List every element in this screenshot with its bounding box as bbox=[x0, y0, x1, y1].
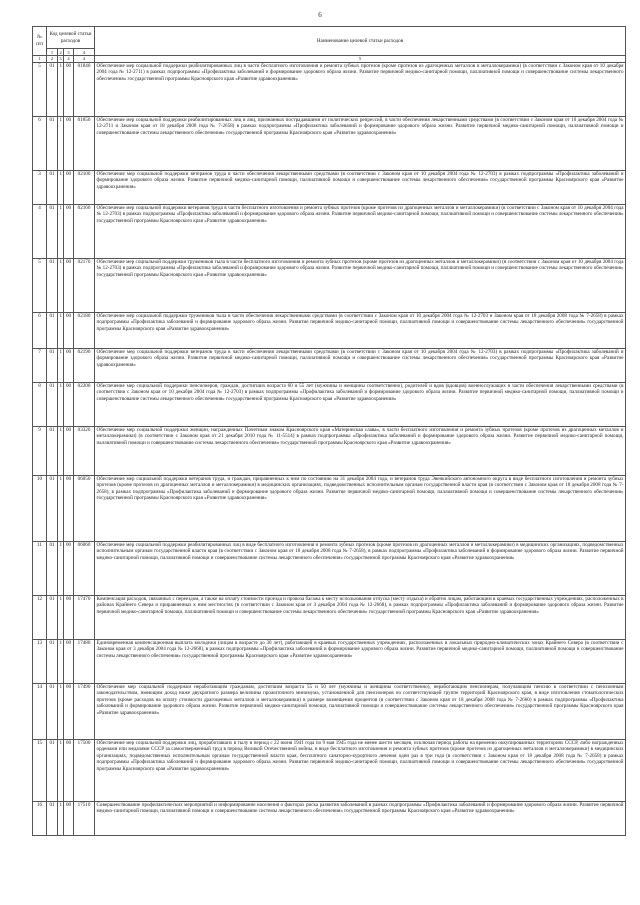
article-name: Обеспечение мер социальной поддержки тружеников тыла в части бесплатного изготовления и ремонта зубных протезов (кроме протезов из драгоценных металлов и металлокерамики) (в соответствии с Законом края от 10 декабря 2004 года № 12-2703) в рамках подпрограммы «Профилактика заболеваний и формирование здорового образа жизни. Развитие первичной медико-санитарной помощи, паллиативной помощи и совершенствование системы лекарственного обеспечения» государственной программы Красноярского края «Развитие здравоохранения» bbox=[95, 258, 626, 312]
code-program: 01 bbox=[47, 426, 58, 475]
code-direction: 00 bbox=[64, 62, 74, 116]
row-number: 14 bbox=[33, 683, 47, 739]
row-number: 9 bbox=[33, 426, 47, 475]
code-article: 03320 bbox=[74, 426, 95, 475]
code-program: 01 bbox=[47, 801, 58, 835]
row-number: 16 bbox=[33, 801, 47, 835]
code-subprogram: 1 bbox=[58, 426, 64, 475]
code-article: 02190 bbox=[74, 348, 95, 382]
code-program: 01 bbox=[47, 170, 58, 204]
row-number: 12 bbox=[33, 595, 47, 639]
code-subprogram: 1 bbox=[58, 258, 64, 312]
colnum-2: 2 bbox=[47, 56, 58, 63]
article-name: Совершенствование профилактических мероприятий и информирование населения о факторах риска развития заболеваний в рамках подпрограммы «Профилактика заболеваний и формирование здорового образа жизни. Развитие первичной медико-санитарной помощи, паллиативной помощи и совершенствование системы лекарственного обеспечения» государственной программы Красноярского края «Развитие здравоохранения» bbox=[95, 801, 626, 835]
code-direction: 00 bbox=[64, 683, 74, 739]
row-number: 15 bbox=[33, 739, 47, 801]
budget-classification-table bbox=[32, 26, 626, 836]
table-row bbox=[33, 204, 626, 258]
article-name: Обеспечение мер социальной поддержки реабилитированных лиц в части бесплатного изготовления и ремонта зубных протезов (кроме протезов из драгоценных металлов и металлокерамики) (в соответствии с Законом края от 10 декабря 2004 года № 12-2711) в рамках подпрограммы «Профилактика заболеваний и формирование здорового образа жизни. Развитие первичной медико-санитарной помощи, паллиативной помощи и совершенствование системы лекарственного обеспечения» государственной программы Красноярского края «Развитие здравоохранения» bbox=[95, 62, 626, 116]
code-direction: 00 bbox=[64, 739, 74, 801]
code-subprogram: 1 bbox=[58, 170, 64, 204]
row-number: 4 bbox=[33, 204, 47, 258]
table-row bbox=[33, 382, 626, 426]
code-program: 01 bbox=[47, 683, 58, 739]
code-article: 02170 bbox=[74, 258, 95, 312]
row-number: 7 bbox=[33, 348, 47, 382]
code-subprogram: 1 bbox=[58, 639, 64, 683]
article-name: Обеспечение мер социальной поддержки лиц, проработавших в тылу в период с 22 июня 1941 года по 9 мая 1945 года не менее шести месяцев, исключая период работы на временно оккупированных территориях СССР, либо награжденных орденами или медалями СССР за самоотверженный труд в период Великой Отечественной войны, в виде бесплатного изготовления и ремонта зубных протезов (кроме протезов из драгоценных металлов и металлокерамики) в медицинских организациях, подведомственных исполнительным органам государственной власти края, бесплатного санаторно-курортного лечения один раз в три года (в соответствии с Законом края от 18 декабря 2008 года № 7-2658) в рамках подпрограммы «Профилактика заболеваний и формирование здорового образа жизни. Развитие первичной медико-санитарной помощи, паллиативной помощи и совершенствование системы лекарственного обеспечения» государственной программы Красноярского края «Развитие здравоохранения» bbox=[95, 739, 626, 801]
code-subprogram: 1 bbox=[58, 382, 64, 426]
article-name: Обеспечение мер социальной поддержки ветеранов труда в части обеспечения лекарственными средствами (в соответствии с Законом края от 10 декабря 2004 года № 12-2703) в рамках подпрограммы «Профилактика заболеваний и формирование здорового образа жизни. Развитие первичной медико-санитарной помощи, паллиативной помощи и совершенствование системы лекарственного обеспечения» государственной программы Красноярского края «Развитие здравоохранения» bbox=[95, 170, 626, 204]
code-subprogram: 1 bbox=[58, 116, 64, 170]
code-direction: 00 bbox=[64, 258, 74, 312]
row-number: 3 bbox=[33, 170, 47, 204]
page-number: 6 bbox=[318, 11, 322, 19]
article-name: Обеспечение мер социальной поддержки женщин, награжденных Почетным знаком Красноярского края «Материнская слава», в части бесплатного изготовления и ремонта зубных протезов (кроме протезов из драгоценных металлов и металлокерамики) (в соответствии с Законом края от 21 декабря 2010 года № 11-5514) в рамках подпрограммы «Профилактика заболеваний и формирование здорового образа жизни. Развитие первичной медико-санитарной помощи, паллиативной помощи и совершенствование системы лекарственного обеспечения» государственной программы Красноярского края «Развитие здравоохранения» bbox=[95, 426, 626, 475]
code-subprogram: 1 bbox=[58, 541, 64, 595]
article-name: Обеспечение мер социальной поддержки ветеранов труда в части бесплатного изготовления и ремонта зубных протезов (кроме протезов из драгоценных металлов и металлокерамики) (в соответствии с Законом края от 10 декабря 2004 года № 12-2703) в рамках подпрограммы «Профилактика заболеваний и формирование здорового образа жизни. Развитие первичной медико-санитарной помощи, паллиативной помощи и совершенствование системы лекарственного обеспечения» государственной программы Красноярского края «Развитие здравоохранения» bbox=[95, 204, 626, 258]
code-program: 01 bbox=[47, 739, 58, 801]
header-name: Наименование целевой статьи расходов bbox=[95, 27, 626, 56]
code-subprogram: 1 bbox=[58, 739, 64, 801]
code-program: 01 bbox=[47, 639, 58, 683]
table-row bbox=[33, 62, 626, 116]
row-number: 5 bbox=[33, 62, 47, 116]
code-subprogram: 1 bbox=[58, 204, 64, 258]
code-subprogram: 1 bbox=[58, 348, 64, 382]
header-col-4: 4 bbox=[74, 49, 95, 56]
code-direction: 00 bbox=[64, 170, 74, 204]
article-name: Обеспечение мер социальной поддержки тружеников тыла в части обеспечения лекарственными средствами (в соответствии с Законом края от 10 декабря 2004 года № 12-2703 и Законом края от 18 декабря 2008 года № 7-2658) в рамках подпрограммы «Профилактика заболеваний и формирование здорового образа жизни. Развитие первичной медико-санитарной помощи, паллиативной помощи и совершенствование системы лекарственного обеспечения» государственной программы Красноярского края «Развитие здравоохранения» bbox=[95, 312, 626, 348]
code-program: 01 bbox=[47, 204, 58, 258]
table-row bbox=[33, 426, 626, 475]
table-row bbox=[33, 801, 626, 835]
code-direction: 00 bbox=[64, 475, 74, 541]
code-program: 01 bbox=[47, 348, 58, 382]
header-row bbox=[33, 27, 626, 49]
table-row bbox=[33, 258, 626, 312]
code-article: 02160 bbox=[74, 204, 95, 258]
table-row bbox=[33, 639, 626, 683]
code-direction: 00 bbox=[64, 382, 74, 426]
code-article: 17490 bbox=[74, 683, 95, 739]
code-direction: 00 bbox=[64, 348, 74, 382]
header-num: № п/п bbox=[33, 27, 47, 56]
table-row bbox=[33, 475, 626, 541]
table-row bbox=[33, 739, 626, 801]
colnum-3: 3 bbox=[59, 56, 62, 61]
code-article: 17470 bbox=[74, 595, 95, 639]
code-direction: 00 bbox=[64, 204, 74, 258]
header-code: Код целевой статьи расходов bbox=[47, 27, 95, 49]
code-direction: 00 bbox=[64, 595, 74, 639]
row-number: 10 bbox=[33, 475, 47, 541]
code-article: 02180 bbox=[74, 312, 95, 348]
colnum-1: 1 bbox=[33, 56, 47, 63]
code-subprogram: 1 bbox=[58, 312, 64, 348]
code-program: 01 bbox=[47, 258, 58, 312]
code-program: 01 bbox=[47, 475, 58, 541]
table-row bbox=[33, 312, 626, 348]
row-number: 5 bbox=[33, 258, 47, 312]
code-article: 01850 bbox=[74, 116, 95, 170]
code-program: 01 bbox=[47, 541, 58, 595]
colnum-6: 5 bbox=[95, 56, 626, 63]
row-number: 8 bbox=[33, 382, 47, 426]
code-article: 01840 bbox=[74, 62, 95, 116]
row-number: 11 bbox=[33, 541, 47, 595]
code-subprogram: 1 bbox=[58, 595, 64, 639]
row-number: 6 bbox=[33, 116, 47, 170]
article-name: Обеспечение мер социальной поддержки ветеранов труда, и граждан, приравненных к ним по состоянию на 31 декабря 2004 года, и ветеранов труда Эвенкийского автономного округа в виде бесплатного изготовления и ремонта зубных протезов (кроме протезов из драгоценных металлов и металлокерамики) в медицинских организациях, подведомственных исполнительным органам государственной власти края (в соответствии с Законом края от 18 декабря 2008 года № 7-2658), в рамках подпрограммы «Профилактика заболеваний и формирование здорового образа жизни. Развитие первичной медико-санитарной помощи, паллиативной помощи и совершенствование системы лекарственного обеспечения» государственной программы Красноярского края «Развитие здравоохранения» bbox=[95, 475, 626, 541]
table-row bbox=[33, 683, 626, 739]
code-direction: 00 bbox=[64, 116, 74, 170]
code-article: 17510 bbox=[74, 801, 95, 835]
code-direction: 00 bbox=[64, 312, 74, 348]
header-col-3: 3 bbox=[64, 49, 74, 56]
code-article: 17480 bbox=[74, 639, 95, 683]
table-row bbox=[33, 170, 626, 204]
code-program: 01 bbox=[47, 312, 58, 348]
code-program: 01 bbox=[47, 62, 58, 116]
table-row bbox=[33, 541, 626, 595]
code-article: 06060 bbox=[74, 541, 95, 595]
code-direction: 00 bbox=[64, 541, 74, 595]
row-number: 6 bbox=[33, 312, 47, 348]
code-article: 17500 bbox=[74, 739, 95, 801]
article-name: Единовременная компенсационная выплата молодежи (лицам в возрасте до 30 лет), работающей в краевых государственных учреждениях, расположенных в локальных природно-климатических зонах Крайнего Севера (в соответствии с Законом края от 3 декабря 2004 года № 12-2668), в рамках подпрограммы «Профилактика заболеваний и формирование здорового образа жизни. Развитие первичной медико-санитарной помощи, паллиативной помощи и совершенствование системы лекарственного обеспечения» государственной программы Красноярского края «Развитие здравоохранения» bbox=[95, 639, 626, 683]
code-direction: 00 bbox=[64, 426, 74, 475]
code-program: 01 bbox=[47, 382, 58, 426]
colnum-5: 4 bbox=[74, 56, 95, 63]
code-subprogram: 1 bbox=[58, 475, 64, 541]
article-name: Компенсация расходов, связанных с переездом, а также на оплату стоимости проезда и провоза багажа к месту использования отпуска (месту отдыха) и обратно лицам, работающим в краевых государственных учреждениях, расположенных в районах Крайнего Севера и приравненных к ним местностях (в соответствии с Законом края от 3 декабря 2004 года № 12-2668), в рамках подпрограммы «Профилактика заболеваний и формирование здорового образа жизни. Развитие первичной медико-санитарной помощи, паллиативной помощи и совершенствование системы лекарственного обеспечения» государственной программы Красноярского края «Развитие здравоохранения» bbox=[95, 595, 626, 639]
article-name: Обеспечение мер социальной поддержки неработающим гражданам, достигшим возраста 55 и 50 лет (мужчины и женщины соответственно), неработающим пенсионерам, получающим пенсию в соответствии с пенсионным законодательством, имеющим доход ниже двукратного размера величины прожиточного минимума, установленной для пенсионеров по соответствующей группе территорий Красноярского края, в виде изготовления стоматологических протезов (кроме расходов на оплату стоимости драгоценных металлов и металлокерамики) в размере возмещения процентов (в соответствии с Законом края от 18 декабря 2008 года № 7-2660) в рамках подпрограммы «Профилактика заболеваний и формирование здорового образа жизни. Развитие первичной медико-санитарной помощи, паллиативной помощи и совершенствование системы лекарственного обеспечения» государственной программы Красноярского края «Развитие здравоохранения» bbox=[95, 683, 626, 739]
code-article: 02200 bbox=[74, 382, 95, 426]
code-article: 06050 bbox=[74, 475, 95, 541]
article-name: Обеспечение мер социальной поддержки реабилитированных лиц и лиц, признанных пострадавшими от политических репрессий, в части обеспечения лекарственными средствами (в соответствии с Законом края от 10 декабря 2004 года № 12-2711 и Законом края от 18 декабря 2008 года № 7-2658) в рамках подпрограммы «Профилактика заболеваний и формирование здорового образа жизни. Развитие первичной медико-санитарной помощи, паллиативной помощи и совершенствование системы лекарственного обеспечения» государственной программы Красноярского края «Развитие здравоохранения» bbox=[95, 116, 626, 170]
colnum-4: 4 bbox=[64, 56, 74, 63]
code-direction: 00 bbox=[64, 639, 74, 683]
header-col-2: 2 bbox=[59, 49, 62, 55]
code-subprogram: 1 bbox=[58, 801, 64, 835]
article-name: Обеспечение мер социальной поддержки реабилитированных лиц в виде бесплатного изготовления и ремонта зубных протезов (кроме протезов из драгоценных металлов и металлокерамики) в медицинских организациях, подведомственных исполнительным органам государственной власти края (в соответствии с Законом края от 18 декабря 2008 года № 7-2658), в рамках подпрограммы «Профилактика заболеваний и формирование здорового образа жизни. Развитие первичной медико-санитарной помощи, паллиативной помощи и совершенствование системы лекарственного обеспечения» государственной программы Красноярского края «Развитие здравоохранения» bbox=[95, 541, 626, 595]
article-name: Обеспечение мер социальной поддержки пенсионеров, граждан, достигших возраста 60 и 55 лет (мужчины и женщины соответственно), родителей и вдов (вдовцов) военнослужащих в части обеспечения лекарственными средствами (в соответствии с Законом края от 10 декабря 2004 года № 12-2703) в рамках подпрограммы «Профилактика заболеваний и формирование здорового образа жизни. Развитие первичной медико-санитарной помощи, паллиативной помощи и совершенствование системы лекарственного обеспечения» государственной программы Красноярского края «Развитие здравоохранения» bbox=[95, 382, 626, 426]
row-number: 13 bbox=[33, 639, 47, 683]
code-article: 02100 bbox=[74, 170, 95, 204]
header-col-1: 1 bbox=[47, 49, 58, 56]
code-subprogram: 1 bbox=[58, 62, 64, 116]
article-name: Обеспечение мер социальной поддержки ветеранов труда в части обеспечения лекарственными средствами (в соответствии с Законом края от 10 декабря 2004 года № 12-2703) в рамках подпрограммы «Профилактика заболеваний и формирование здорового образа жизни. Развитие первичной медико-санитарной помощи, паллиативной помощи и совершенствование системы лекарственного обеспечения» государственной программы Красноярского края «Развитие здравоохранения» bbox=[95, 348, 626, 382]
code-direction: 00 bbox=[64, 801, 74, 835]
table-row bbox=[33, 116, 626, 170]
table-row bbox=[33, 348, 626, 382]
code-subprogram: 1 bbox=[58, 683, 64, 739]
code-program: 01 bbox=[47, 116, 58, 170]
code-program: 01 bbox=[47, 595, 58, 639]
table-row bbox=[33, 595, 626, 639]
